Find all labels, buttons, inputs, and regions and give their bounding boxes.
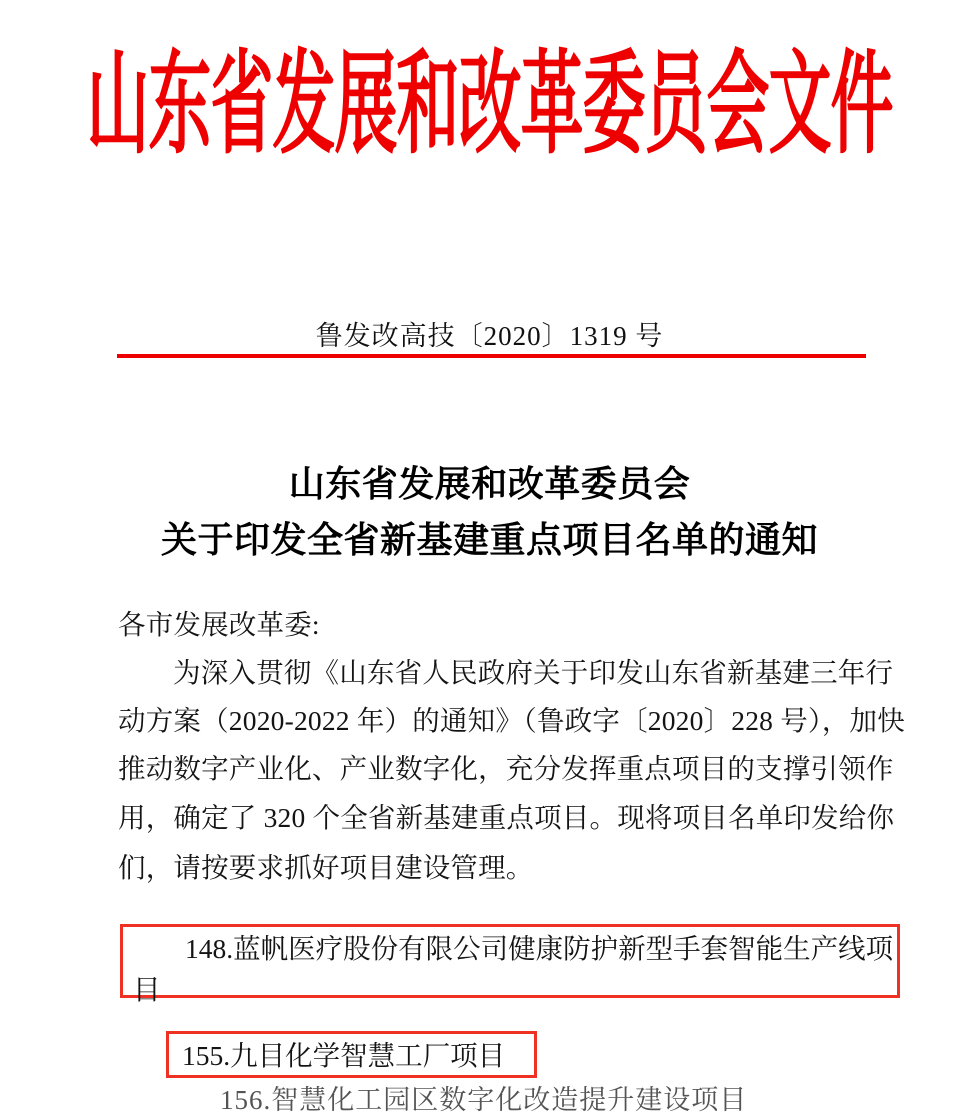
body-paragraph-line: 们，请按要求抓好项目建设管理。 — [118, 852, 534, 883]
document-number: 鲁发改高技〔2020〕1319 号 — [315, 321, 664, 351]
letterhead-title: 山东省发展和改革委员会文件 — [86, 42, 893, 168]
body-paragraph-line: 动方案（2020-2022 年）的通知》（鲁政字〔2020〕228 号），加快 — [118, 705, 905, 736]
salutation-line: 各市发展改革委: — [118, 609, 320, 640]
body-paragraph-line: 推动数字产业化、产业数字化，充分发挥重点项目的支撑引领作 — [118, 753, 894, 784]
red-separator-rule — [117, 354, 866, 358]
highlighted-project-item-155: 155.九目化学智慧工厂项目 — [166, 1031, 537, 1078]
highlighted-project-148-text-line2: 目 — [133, 974, 161, 1005]
document-title-line2: 关于印发全省新基建重点项目名单的通知 — [160, 520, 818, 560]
document-title-line1: 山东省发展和改革委员会 — [288, 464, 691, 504]
body-paragraph-line: 用，确定了 320 个全省新基建重点项目。现将项目名单印发给你 — [118, 802, 895, 833]
body-paragraph-line: 为深入贯彻《山东省人民政府关于印发山东省新基建三年行 — [173, 657, 894, 688]
highlighted-project-item-148 — [120, 924, 900, 1005]
document-title — [0, 456, 979, 568]
highlighted-project-148-text-line1: 148.蓝帆医疗股份有限公司健康防护新型手套智能生产线项 — [185, 933, 894, 964]
bottom-clipped-text-line: 156.智慧化工园区数字化改造提升建设项目 — [220, 1085, 748, 1115]
